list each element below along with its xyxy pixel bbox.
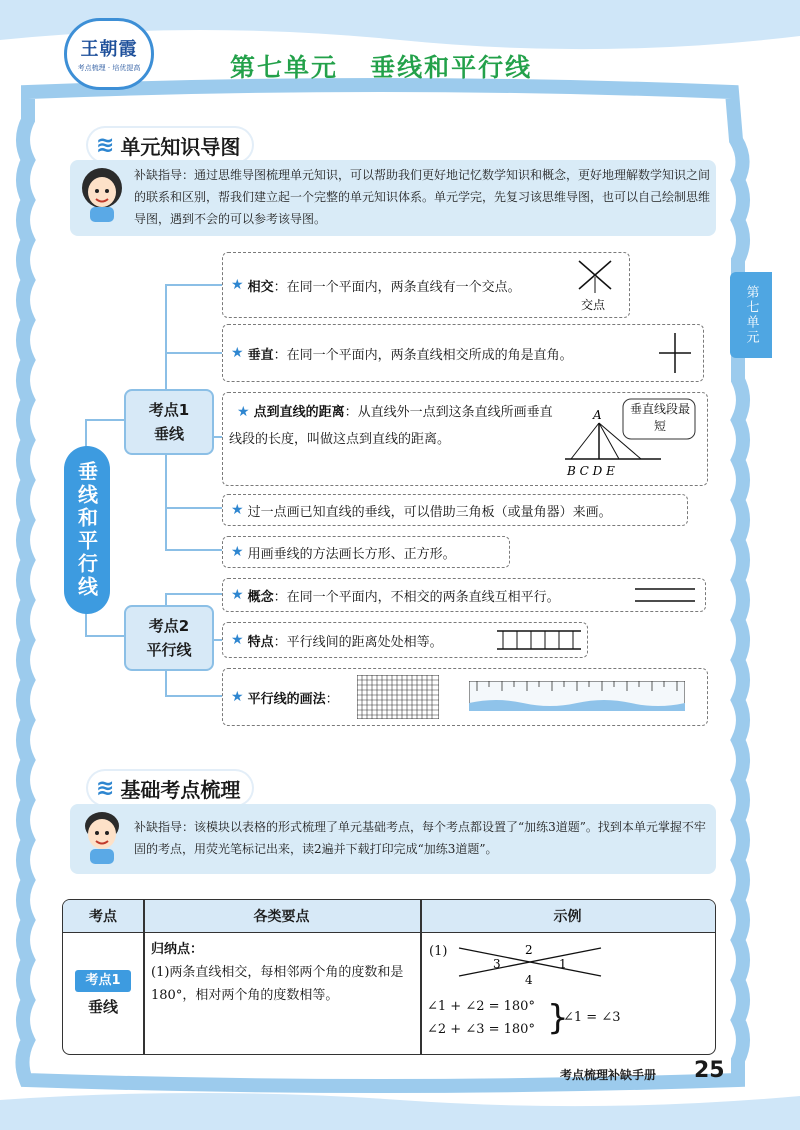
node-parallel-concept — [222, 578, 706, 612]
guide-text-2: 补缺指导：该模块以表格的形式梳理了单元基础考点，每个考点都设置了“加练3道题”。找到本单元掌握不牢固的考点，用荧光笔标记出来，读2遍并下载打印完成“加练3道题”。 — [134, 820, 706, 856]
node-text: ：在同一个平面内，两条直线有一个交点。 — [273, 279, 521, 295]
page-number: 25 — [694, 1058, 725, 1083]
label-a: A — [593, 408, 602, 422]
star-icon: ★ — [237, 404, 250, 420]
star-icon: ★ — [231, 587, 244, 603]
brand-logo — [64, 18, 154, 90]
kp-tag: 考点1 — [75, 970, 131, 992]
mindmap-root: 垂线和平行线 — [64, 446, 110, 614]
angle-label: 2 — [525, 943, 533, 957]
node-draw-rectangle — [222, 536, 510, 568]
node-term: 特点 — [247, 634, 274, 650]
equation-1: ∠1 + ∠2 = 180° — [427, 999, 535, 1014]
guide-text-1: 补缺指导：通过思维导图梳理单元知识，可以帮助我们更好地记忆数学知识和概念，更好地理解数学知识之间的联系和区别，帮我们建立起一个完整的单元知识体系。单元学完，先复习该思维导图，也可以自己绘制思维导图，遇到不会的可以参考该导图。 — [134, 168, 711, 226]
equation-2: ∠2 + ∠3 = 180° — [427, 1022, 535, 1037]
star-icon: ★ — [231, 502, 244, 518]
kp1-label: 考点1 — [148, 401, 190, 419]
star-icon: ★ — [231, 632, 244, 648]
perpendicular-figure — [655, 331, 695, 375]
star-icon: ★ — [231, 689, 244, 705]
conclusion: ∠1 = ∠3 — [563, 1010, 621, 1025]
node-text: ：从直线外一点到这条直线所画垂直线段的长度，叫做这点到直线的距离。 — [229, 405, 553, 447]
node-term: 垂直 — [247, 347, 274, 363]
brand-subtitle: 考点梳理 · 培优提高 — [77, 64, 141, 72]
node-parallel-feature — [222, 622, 588, 658]
kp2-label: 考点2 — [148, 617, 190, 635]
brace-icon: } — [547, 998, 569, 1038]
table-header-points: 各类要点 — [143, 900, 420, 933]
example-label: (1) — [429, 944, 448, 959]
angle-label: 3 — [493, 957, 501, 971]
kp1-name: 垂线 — [153, 425, 184, 443]
summary-title: 归纳点： — [151, 942, 204, 957]
table-header-example: 示例 — [420, 900, 715, 933]
section-title: 单元知识导图 — [120, 134, 241, 159]
star-icon: ★ — [231, 544, 244, 560]
node-term: 概念 — [247, 589, 274, 605]
brand-name: 王朝霞 — [80, 39, 138, 60]
distance-figure — [561, 397, 701, 481]
intersect-figure — [571, 257, 621, 313]
callout-text: 垂直线段最短 — [629, 402, 690, 433]
wave-icon: ≋ — [96, 132, 115, 158]
kp1-node — [124, 389, 214, 455]
label-base: B C D E — [567, 464, 615, 478]
node-perpendicular — [222, 324, 704, 382]
node-term: 点到直线的距离 — [253, 405, 345, 420]
angle-label: 1 — [559, 957, 567, 971]
section-title: 基础考点梳理 — [120, 777, 241, 802]
footer-label: 考点梳理补缺手册 — [560, 1068, 657, 1082]
star-icon: ★ — [231, 345, 244, 361]
kp2-node — [124, 605, 214, 671]
col-divider — [143, 900, 145, 1054]
wave-icon: ≋ — [96, 775, 115, 801]
node-text: ：平行线间的距离处处相等。 — [273, 634, 443, 650]
ruler-figure — [469, 681, 685, 711]
intersect-label: 交点 — [581, 298, 606, 312]
node-distance — [222, 392, 708, 486]
parallel-figure — [635, 583, 695, 607]
node-text: 过一点画已知直线的垂线，可以借助三角板（或量角器）来画。 — [247, 504, 612, 520]
grid-paper-figure — [357, 675, 439, 719]
angles-figure — [455, 940, 605, 988]
star-icon: ★ — [231, 277, 244, 293]
col-divider — [420, 900, 422, 1054]
node-term: 相交 — [247, 279, 274, 295]
distance-text-block — [229, 399, 555, 453]
node-parallel-drawing — [222, 668, 708, 726]
node-intersect — [222, 252, 630, 318]
node-term: 平行线的画法 — [247, 691, 326, 707]
kp2-name: 平行线 — [146, 641, 192, 659]
knowledge-table — [62, 899, 716, 1055]
angle-label: 4 — [525, 973, 533, 987]
section-header-mindmap — [88, 128, 252, 162]
table-header-kp: 考点 — [63, 900, 143, 933]
summary-text: (1)两条直线相交，每相邻两个角的度数和是180°，相对两个角的度数相等。 — [151, 965, 404, 1003]
section-header-basics — [88, 771, 252, 805]
node-text: ：在同一个平面内，两条直线相交所成的角是直角。 — [273, 347, 573, 363]
boy-avatar-icon — [76, 806, 128, 866]
girl-avatar-icon — [76, 164, 128, 224]
kp-name: 垂线 — [87, 998, 118, 1016]
node-text: ： — [325, 691, 339, 707]
node-text: 用画垂线的方法画长方形、正方形。 — [247, 546, 456, 562]
node-draw-perpendicular — [222, 494, 688, 526]
side-tab: 第七单元 — [730, 272, 772, 358]
unit-title: 第七单元 垂线和平行线 — [230, 53, 533, 82]
node-text: ：在同一个平面内，不相交的两条直线互相平行。 — [273, 589, 560, 605]
equal-distance-figure — [497, 627, 581, 653]
